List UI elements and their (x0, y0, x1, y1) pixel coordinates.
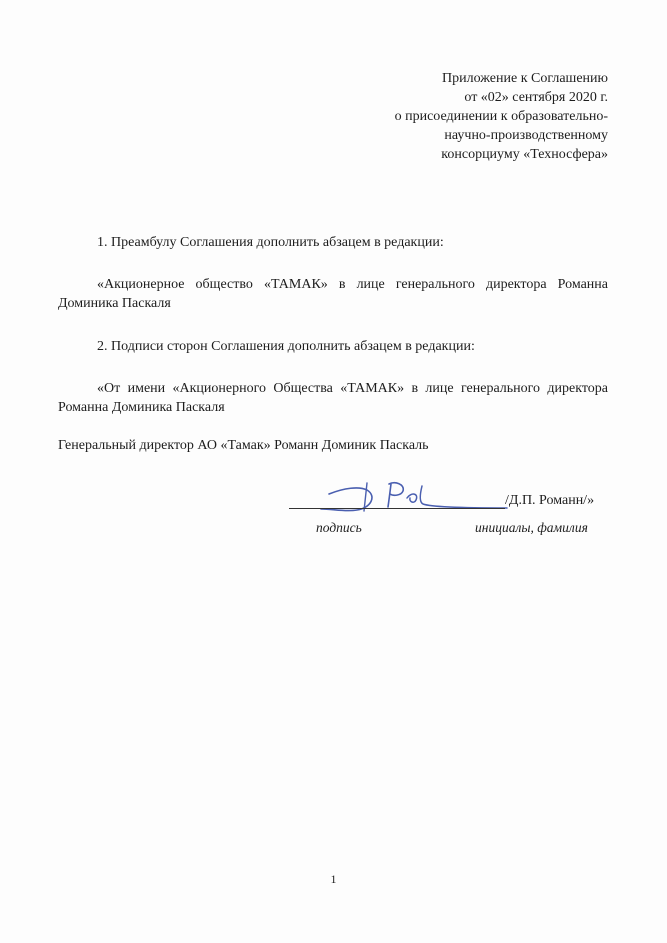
director-line: Генеральный директор АО «Тамак» Романн Доминик Паскаль (58, 438, 429, 453)
page-number: 1 (330, 872, 337, 886)
item-1-paragraph: 1. Преамбулу Соглашения дополнить абзацем в редакции: (97, 235, 444, 250)
quote-2-paragraph: «От имени «Акционерного Общества «ТАМАК» в лице генерального директора Романна Доминика Паскаля (58, 381, 608, 415)
handwritten-signature (319, 478, 509, 512)
appendix-header (308, 69, 608, 164)
signature-caption: подпись (316, 520, 362, 535)
signatory-name: /Д.П. Романн/» (505, 493, 595, 508)
initials-caption: инициалы, фамилия (475, 520, 588, 535)
signature-line (289, 508, 505, 509)
signature-block (289, 478, 609, 538)
header-line: от «02» сентября 2020 г. (464, 90, 608, 105)
header-line: научно-производственному (444, 128, 608, 143)
item-2-paragraph: 2. Подписи сторон Соглашения дополнить абзацем в редакции: (97, 339, 475, 354)
header-line: Приложение к Соглашению (442, 71, 608, 86)
header-line: консорциуму «Техносфера» (441, 147, 608, 162)
header-line: о присоединении к образовательно- (394, 109, 608, 124)
quote-1-paragraph: «Акционерное общество «ТАМАК» в лице генерального директора Романна Доминика Паскаля (58, 277, 608, 311)
